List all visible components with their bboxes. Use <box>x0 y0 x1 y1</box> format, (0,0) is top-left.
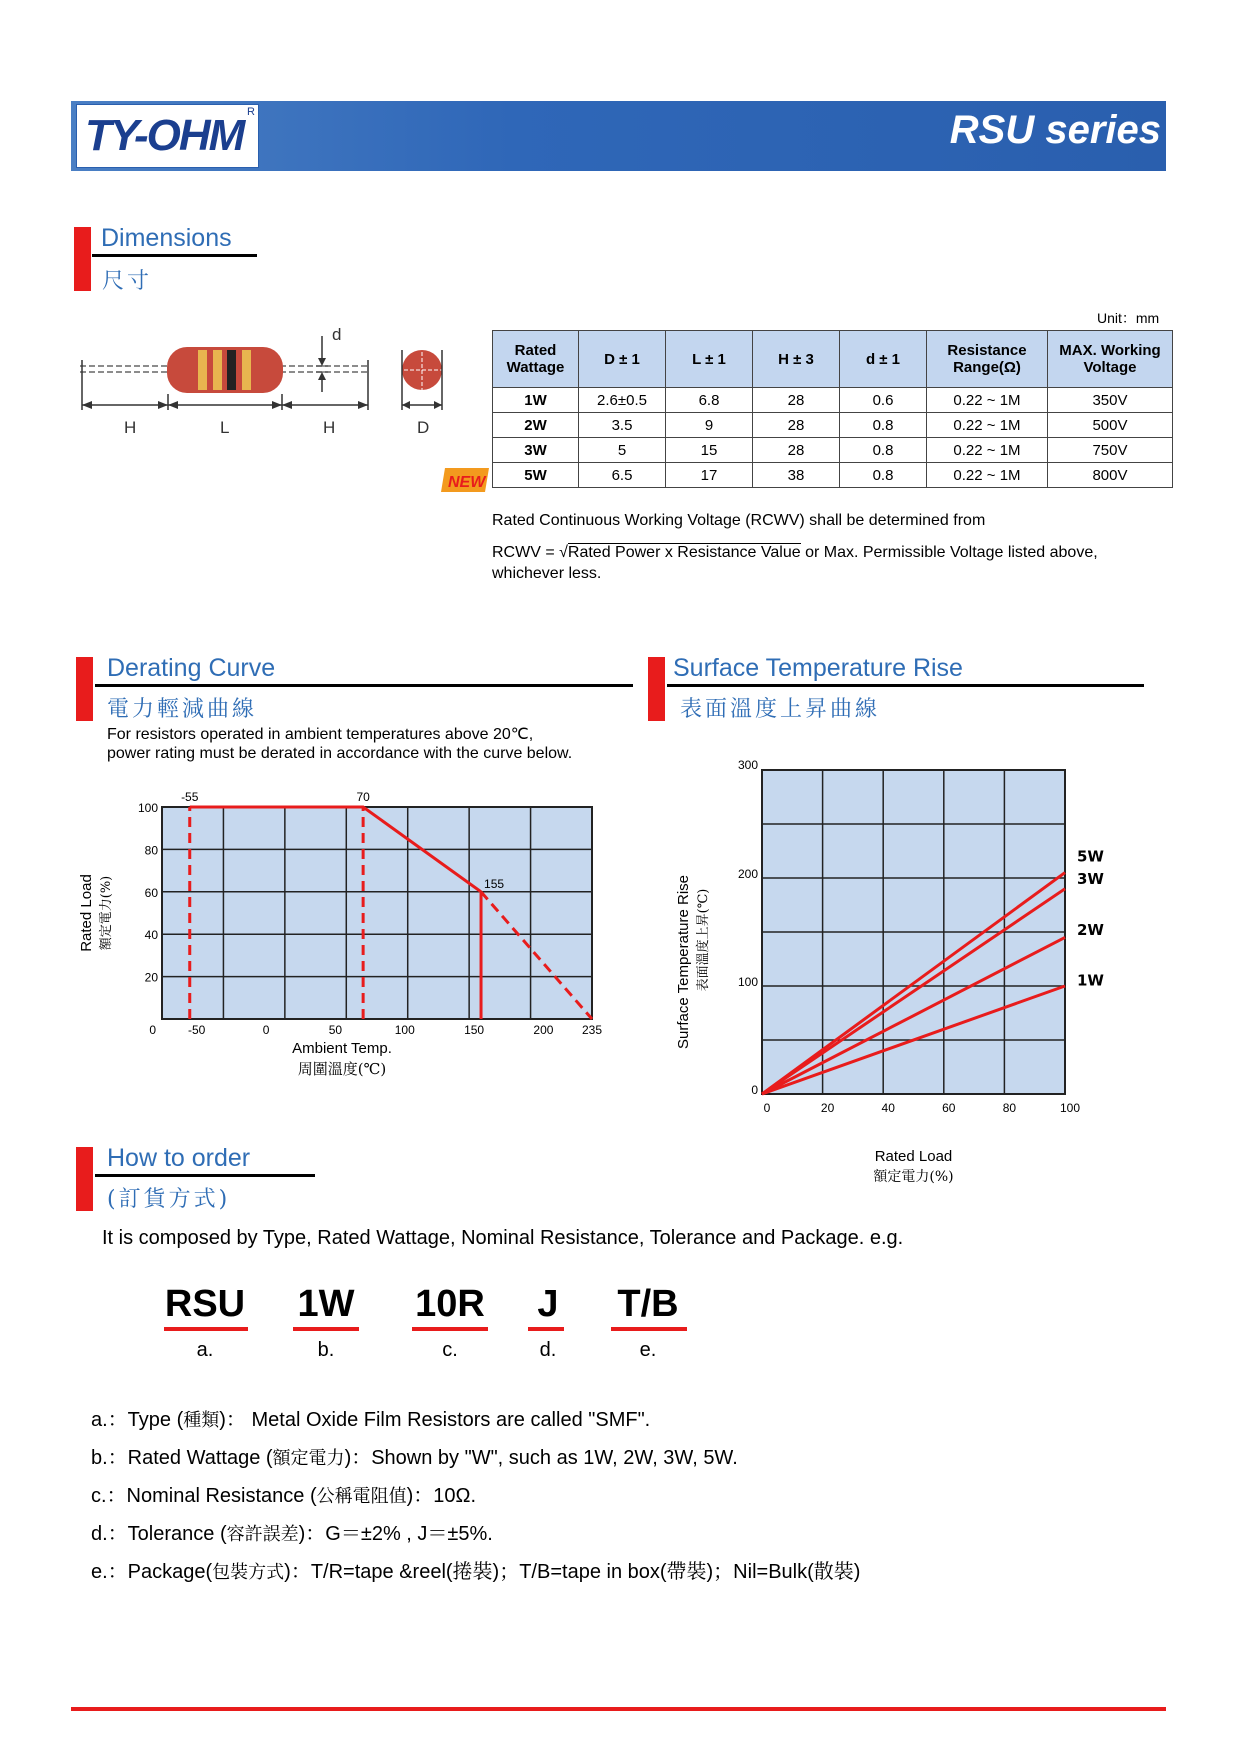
logo-text: TY-OHM <box>85 111 244 160</box>
sqrt-sign: √ <box>559 544 568 561</box>
footer-rule <box>71 1707 1166 1711</box>
order-code-resistance: 10R <box>415 1283 485 1325</box>
x-tick-label: 20 <box>820 1101 835 1115</box>
desc-part: )：10Ω. <box>406 1485 477 1507</box>
table-row <box>493 388 1173 413</box>
desc-part: )：T/R=tape &reel(捲裝)；T/B=tape in box(帶裝)；Nil=Bulk(散裝) <box>284 1561 861 1583</box>
desc-part: )：G＝±2% , J＝±5%. <box>298 1523 493 1545</box>
desc-part: e.：Package( <box>91 1561 213 1583</box>
order-code-letter: b. <box>317 1339 335 1361</box>
dimensions-table <box>492 330 1173 488</box>
table-cell: 3.5 <box>579 413 666 438</box>
desc-part: a.：Type ( <box>91 1409 184 1431</box>
order-code-letter: d. <box>539 1339 557 1361</box>
table-cell: 17 <box>666 463 753 488</box>
table-row <box>493 438 1173 463</box>
x-tick-label: 0 <box>262 1023 270 1037</box>
col-header: L ± 1 <box>666 331 753 388</box>
dimensions-heading: Dimensions <box>101 224 232 252</box>
section-marker <box>76 657 93 721</box>
rcwv-note-3: whichever less. <box>492 565 602 582</box>
order-code-wattage: 1W <box>297 1283 355 1325</box>
x-tick-label: 100 <box>394 1023 415 1037</box>
col-header: d ± 1 <box>840 331 927 388</box>
surface-heading-cn: 表面溫度上昇曲線 <box>680 697 881 722</box>
table-cell: 28 <box>753 388 840 413</box>
col-header: Rated Wattage <box>493 331 579 388</box>
plot-area <box>162 807 592 1019</box>
y-tick-label: 60 <box>144 885 158 900</box>
heading-underline <box>667 684 1144 687</box>
derating-desc-2: power rating must be derated in accordance with the curve below. <box>107 745 573 762</box>
table-cell: 0.8 <box>840 463 927 488</box>
series-label: 1W <box>1077 971 1104 990</box>
company-logo <box>76 104 259 168</box>
y-tick-label: 0 <box>751 1083 758 1097</box>
table-cell: 28 <box>753 438 840 463</box>
table-cell: 0.8 <box>840 438 927 463</box>
derating-heading: Derating Curve <box>107 654 276 682</box>
y-tick-label: 100 <box>137 801 158 815</box>
rcwv-suffix: or Max. Permissible Voltage listed above, <box>800 544 1098 561</box>
annotation-label: 155 <box>484 876 505 891</box>
series-label: 2W <box>1077 920 1104 939</box>
surface-temp-chart <box>665 745 1125 1185</box>
series-label: 3W <box>1077 870 1104 889</box>
order-desc-b <box>91 1441 738 1470</box>
x-tick-label: 100 <box>1059 1101 1081 1115</box>
col-header: MAX. Working Voltage <box>1048 331 1173 388</box>
x-tick-label: 200 <box>533 1023 554 1037</box>
surface-heading: Surface Temperature Rise <box>673 654 963 682</box>
desc-cn: 額定電力 <box>272 1448 345 1469</box>
order-code-letter: a. <box>196 1339 214 1361</box>
order-code-underline <box>164 1327 248 1331</box>
order-heading: How to order <box>107 1144 251 1172</box>
new-badge-text: NEW <box>448 474 486 491</box>
y-axis-label: Rated Load <box>78 874 95 952</box>
series-title: RSU series <box>949 108 1161 152</box>
table-cell: 2.6±0.5 <box>579 388 666 413</box>
table-cell: 1W <box>493 388 579 413</box>
table-cell: 350V <box>1048 388 1173 413</box>
resistor-diagram <box>70 320 460 435</box>
y-axis-label-cn: 表面溫度上昇(℃) <box>696 888 711 992</box>
heading-underline <box>95 684 633 687</box>
table-cell: 5W <box>493 463 579 488</box>
derating-desc-1: For resistors operated in ambient temperatures above 20℃, <box>107 726 534 743</box>
order-desc-a <box>91 1403 650 1432</box>
dim-label-d-small: d <box>332 325 342 344</box>
rcwv-note-2 <box>492 544 1098 562</box>
table-cell: 5 <box>579 438 666 463</box>
order-code-underline <box>293 1327 359 1331</box>
x-axis-label: Rated Load <box>874 1148 953 1165</box>
y-axis-label: Surface Temperature Rise <box>675 875 692 1049</box>
registered-mark: R <box>247 106 255 118</box>
desc-part: b.：Rated Wattage ( <box>91 1447 273 1469</box>
x-tick-label: 50 <box>328 1023 343 1037</box>
table-cell: 800V <box>1048 463 1173 488</box>
table-cell: 15 <box>666 438 753 463</box>
x-tick-label: 40 <box>881 1101 895 1115</box>
annotation-label: 70 <box>356 790 370 804</box>
order-code-underline <box>412 1327 488 1331</box>
x-axis-label-cn: 周圍溫度(℃) <box>297 1060 387 1078</box>
order-code-letter: e. <box>639 1339 657 1361</box>
table-row <box>493 413 1173 438</box>
order-desc-e <box>91 1555 860 1584</box>
x-tick-label: 80 <box>1002 1101 1017 1115</box>
x-tick-label: 235 <box>581 1023 603 1037</box>
col-header: D ± 1 <box>579 331 666 388</box>
order-code-underline <box>611 1327 687 1331</box>
rcwv-note-1: Rated Continuous Working Voltage (RCWV) shall be determined from <box>492 512 986 529</box>
order-code-letter: c. <box>442 1339 458 1361</box>
annotation-label: -55 <box>181 790 199 804</box>
x-tick-label: 150 <box>464 1023 485 1037</box>
table-cell: 6.8 <box>666 388 753 413</box>
x-tick-label: -50 <box>188 1023 206 1037</box>
section-marker <box>648 657 665 721</box>
y-tick-label: 200 <box>737 867 758 881</box>
heading-underline <box>92 254 257 257</box>
table-cell: 9 <box>666 413 753 438</box>
table-cell: 0.22 ~ 1M <box>927 463 1048 488</box>
table-cell: 750V <box>1048 438 1173 463</box>
x-axis-label: Ambient Temp. <box>292 1040 392 1057</box>
dim-label-h1: H <box>124 418 137 437</box>
order-intro: It is composed by Type, Rated Wattage, Nominal Resistance, Tolerance and Package. e.g. <box>102 1227 904 1249</box>
unit-label: Unit：mm <box>1097 310 1160 326</box>
rcwv-radicand: Rated Power x Resistance Value <box>567 544 801 561</box>
desc-part: )： Metal Oxide Film Resistors are called "SMF". <box>219 1409 651 1431</box>
order-desc-d <box>91 1517 493 1546</box>
y-tick-label: 20 <box>144 970 158 985</box>
series-label: 5W <box>1077 847 1104 866</box>
desc-cn: 包裝方式 <box>212 1562 285 1583</box>
table-cell: 6.5 <box>579 463 666 488</box>
new-badge <box>441 466 491 494</box>
order-desc-c <box>91 1479 476 1508</box>
table-cell: 0.22 ~ 1M <box>927 413 1048 438</box>
y-axis-label-cn: 額定電力(%) <box>99 875 114 951</box>
desc-part: )：Shown by "W", such as 1W, 2W, 3W, 5W. <box>344 1447 738 1469</box>
order-code-package: T/B <box>617 1283 679 1325</box>
dim-label-h2: H <box>323 418 336 437</box>
col-header: Resistance Range(Ω) <box>927 331 1048 388</box>
table-cell: 38 <box>753 463 840 488</box>
table-cell: 28 <box>753 413 840 438</box>
desc-part: c.：Nominal Resistance ( <box>91 1485 317 1507</box>
desc-part: d.：Tolerance ( <box>91 1523 227 1545</box>
desc-cn: 公稱電阻值 <box>316 1486 407 1507</box>
col-header: H ± 3 <box>753 331 840 388</box>
x-tick-label: 0 <box>763 1101 771 1115</box>
table-cell: 2W <box>493 413 579 438</box>
table-cell: 0.22 ~ 1M <box>927 438 1048 463</box>
y-tick-label: 80 <box>144 843 158 858</box>
table-cell: 0.8 <box>840 413 927 438</box>
table-cell: 0.22 ~ 1M <box>927 388 1048 413</box>
table-cell: 3W <box>493 438 579 463</box>
y-tick-label: 300 <box>737 758 758 772</box>
order-code-tolerance: J <box>537 1283 559 1325</box>
order-code-underline <box>528 1327 564 1331</box>
origin-label: 0 <box>149 1023 156 1037</box>
derating-heading-cn: 電力輕減曲線 <box>107 697 258 722</box>
table-cell: 0.6 <box>840 388 927 413</box>
desc-cn: 容許誤差 <box>226 1524 299 1545</box>
x-tick-label: 60 <box>942 1101 956 1115</box>
order-code-type: RSU <box>164 1283 246 1325</box>
desc-cn: 種類 <box>183 1410 220 1431</box>
section-marker <box>76 1147 93 1211</box>
y-tick-label: 40 <box>144 928 158 943</box>
y-tick-label: 100 <box>737 975 758 989</box>
heading-underline <box>95 1174 315 1177</box>
section-marker <box>74 227 91 291</box>
table-cell: 500V <box>1048 413 1173 438</box>
order-heading-cn: (訂貨方式) <box>107 1187 231 1212</box>
dim-label-d-big: D <box>417 418 430 437</box>
x-axis-label-cn: 額定電力(%) <box>873 1169 954 1185</box>
table-header-row <box>493 331 1173 388</box>
table-row <box>493 463 1173 488</box>
dimensions-heading-cn: 尺寸 <box>102 269 153 294</box>
dim-label-l: L <box>220 418 230 437</box>
rcwv-prefix: RCWV = <box>492 544 560 561</box>
derating-chart <box>70 780 630 1090</box>
